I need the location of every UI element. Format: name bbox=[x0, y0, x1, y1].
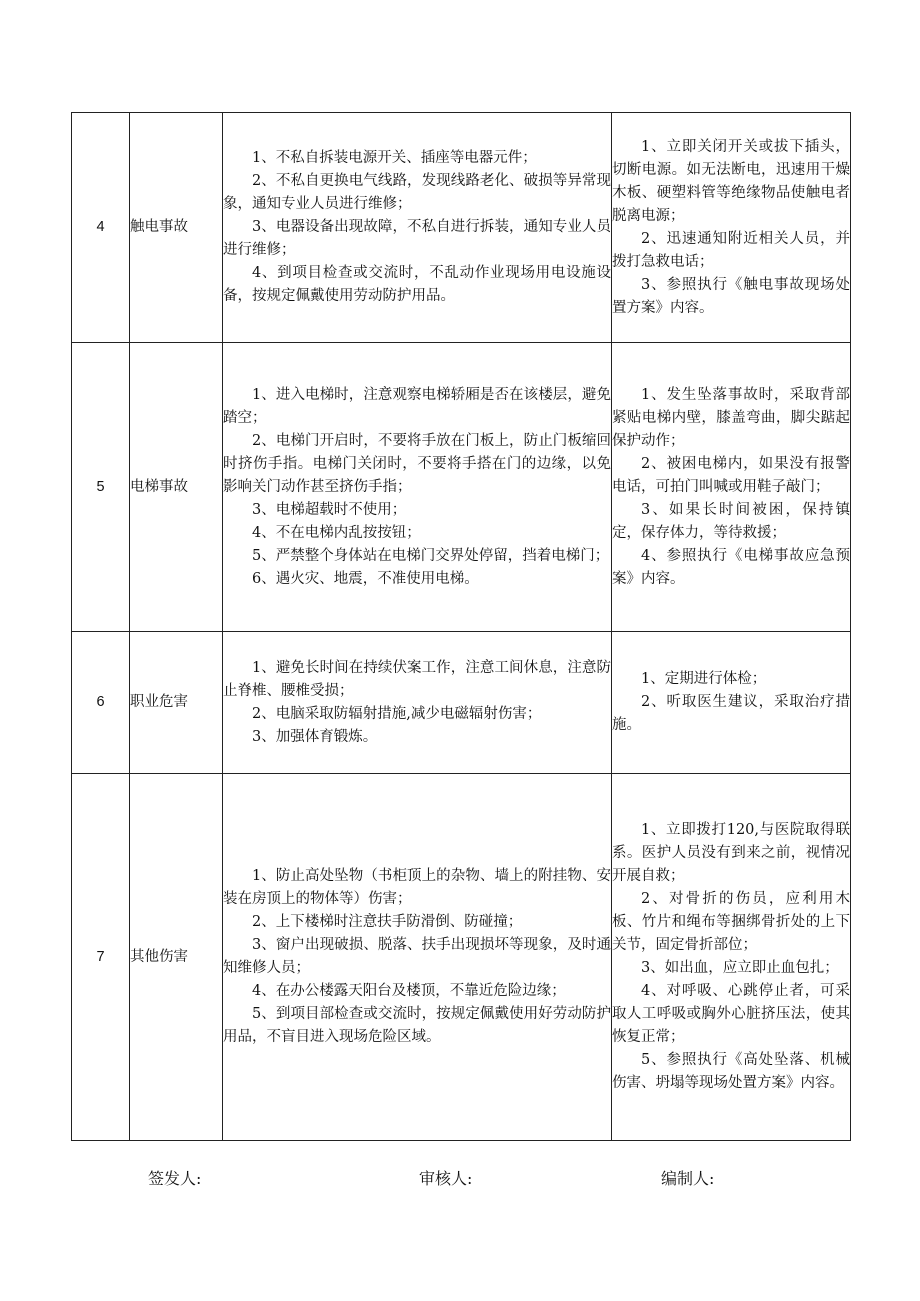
prevention-measures bbox=[223, 113, 612, 343]
measure-item: 2、上下楼梯时注意扶手防滑倒、防碰撞； bbox=[252, 914, 523, 930]
measure-item: 1、防止高处坠物（书柜顶上的杂物、墙上的附挂物、安装在房顶上的物体等）伤害； bbox=[223, 868, 611, 907]
measure-item: 2、电脑采取防辐射措施,减少电磁辐射伤害； bbox=[252, 705, 542, 722]
hazard-name: 电梯事故 bbox=[130, 343, 223, 632]
hazard-name: 职业危害 bbox=[130, 632, 223, 774]
table-row bbox=[72, 343, 851, 632]
measure-item: 4、到项目检查或交流时，不乱动作业现场用电设施设备，按规定佩戴使用劳动防护用品。 bbox=[223, 265, 611, 304]
measure-item: 1、避免长时间在持续伏案工作，注意工间休息，注意防止脊椎、腰椎受损； bbox=[223, 659, 611, 699]
row-number: 4 bbox=[72, 113, 130, 343]
measure-item: 3、电器设备出现故障，不私自进行拆装，通知专业人员进行维修； bbox=[223, 219, 611, 258]
emergency-item: 1、发生坠落事故时，采取背部紧贴电梯内壁，膝盖弯曲，脚尖踮起保护动作； bbox=[612, 386, 850, 449]
emergency-item: 1、定期进行体检； bbox=[641, 671, 767, 687]
emergency-item: 4、参照执行《电梯事故应急预案》内容。 bbox=[612, 547, 850, 587]
prevention-measures bbox=[223, 632, 612, 774]
row-number: 7 bbox=[72, 774, 130, 1141]
measure-item: 3、电梯超载时不使用； bbox=[252, 501, 407, 518]
emergency-item: 2、听取医生建议，采取治疗措施。 bbox=[612, 694, 850, 733]
emergency-item: 3、如果长时间被困，保持镇定，保存体力，等待救援； bbox=[612, 501, 850, 541]
hazard-name: 触电事故 bbox=[130, 113, 223, 343]
row-number: 5 bbox=[72, 343, 130, 632]
reviewer-label: 审核人: bbox=[419, 1169, 473, 1188]
measure-item: 6、遇火灾、地震，不准使用电梯。 bbox=[252, 570, 479, 587]
table-row bbox=[72, 774, 851, 1141]
emergency-measures bbox=[612, 113, 851, 343]
prevention-measures bbox=[223, 343, 612, 632]
emergency-measures bbox=[612, 343, 851, 632]
emergency-item: 1、立即关闭开关或拔下插头，切断电源。如无法断电，迅速用干燥木板、硬塑料管等绝缘物品使触电者脱离电源； bbox=[612, 138, 850, 224]
measure-item: 1、进入电梯时，注意观察电梯轿厢是否在该楼层，避免踏空； bbox=[223, 386, 611, 426]
emergency-item: 1、立即拨打120,与医院取得联系。医护人员没有到来之前，视情况开展自救； bbox=[612, 822, 850, 884]
compiler-label: 编制人: bbox=[661, 1169, 715, 1188]
measure-item: 4、在办公楼露天阳台及楼顶，不靠近危险边缘； bbox=[252, 983, 566, 999]
measure-item: 5、到项目部检查或交流时，按规定佩戴使用好劳动防护用品，不盲目进入现场危险区域。 bbox=[223, 1006, 611, 1045]
emergency-item: 2、被困电梯内，如果没有报警电话，可拍门叫喊或用鞋子敲门； bbox=[612, 455, 850, 495]
hazard-name: 其他伤害 bbox=[130, 774, 223, 1141]
measure-item: 2、电梯门开启时，不要将手放在门板上，防止门板缩回时挤伤手指。电梯门关闭时，不要将手搭在门的边缘，以免影响关门动作甚至挤伤手指； bbox=[223, 432, 611, 495]
emergency-item: 3、如出血，应立即止血包扎； bbox=[641, 960, 839, 976]
row-number: 6 bbox=[72, 632, 130, 774]
measure-item: 3、窗户出现破损、脱落、扶手出现损坏等现象，及时通知维修人员； bbox=[223, 937, 611, 976]
risk-table bbox=[71, 112, 851, 1141]
table-row bbox=[72, 632, 851, 774]
measure-item: 1、不私自拆装电源开关、插座等电器元件； bbox=[252, 150, 537, 166]
emergency-item: 3、参照执行《触电事故现场处置方案》内容。 bbox=[612, 276, 850, 316]
issuer-label: 签发人: bbox=[148, 1169, 202, 1188]
emergency-measures bbox=[612, 632, 851, 774]
emergency-item: 2、对骨折的伤员，应利用木板、竹片和绳布等捆绑骨折处的上下关节，固定骨折部位； bbox=[612, 891, 850, 953]
table-row bbox=[72, 113, 851, 343]
measure-item: 5、严禁整个身体站在电梯门交界处停留，挡着电梯门； bbox=[252, 547, 610, 564]
emergency-measures bbox=[612, 774, 851, 1141]
measure-item: 2、不私自更换电气线路，发现线路老化、破损等异常现象，通知专业人员进行维修； bbox=[223, 173, 611, 212]
measure-item: 4、不在电梯内乱按按钮； bbox=[252, 524, 421, 541]
emergency-item: 2、迅速通知附近相关人员，并拨打急救电话； bbox=[612, 230, 850, 270]
measure-item: 3、加强体育锻炼。 bbox=[252, 728, 378, 745]
prevention-measures bbox=[223, 774, 612, 1141]
emergency-item: 5、参照执行《高处坠落、机械伤害、坍塌等现场处置方案》内容。 bbox=[612, 1052, 850, 1091]
emergency-item: 4、对呼吸、心跳停止者，可采取人工呼吸或胸外心脏挤压法，使其恢复正常； bbox=[612, 983, 850, 1045]
